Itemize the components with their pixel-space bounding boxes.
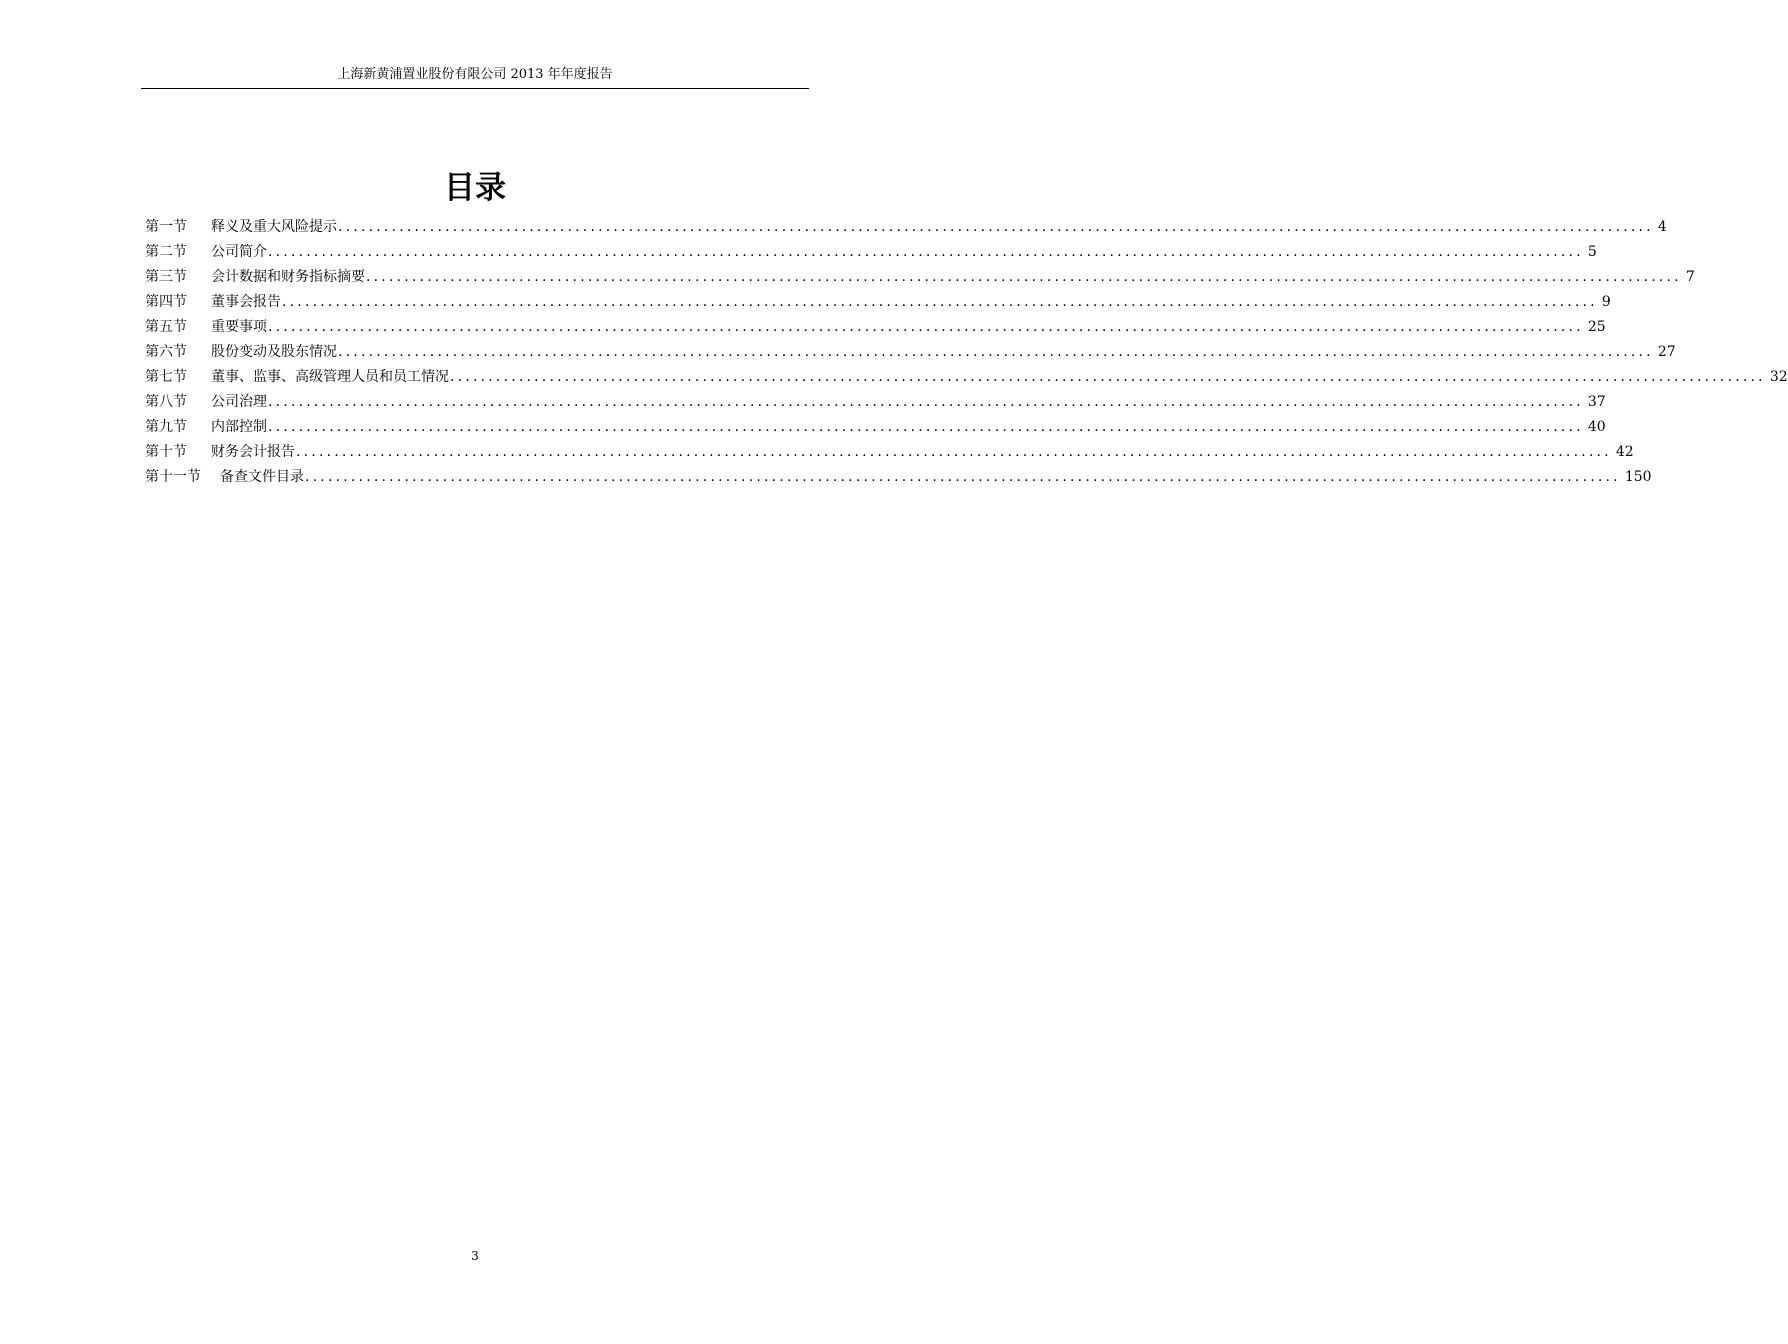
toc-entry[interactable]	[145, 365, 1788, 390]
toc-section-title: 董事会报告	[211, 294, 281, 310]
toc-entry[interactable]	[145, 265, 1695, 290]
toc-dot-leader: ............................................................................................................................................................................	[282, 294, 1598, 310]
toc-section-number: 第一节	[145, 219, 187, 235]
toc-section-number: 第七节	[145, 369, 187, 385]
toc-dot-leader: ............................................................................................................................................................................	[268, 419, 1584, 435]
toc-section-number: 第十节	[145, 444, 187, 460]
toc-entry[interactable]	[145, 415, 1606, 440]
toc-section-title: 财务会计报告	[211, 444, 295, 460]
toc-entry[interactable]	[145, 390, 1606, 415]
toc-dot-leader: ............................................................................................................................................................................	[268, 244, 1584, 260]
header-divider	[141, 88, 809, 89]
table-of-contents	[145, 215, 1788, 490]
toc-page-number: 150	[1624, 469, 1652, 485]
toc-dot-leader: ............................................................................................................................................................................	[268, 394, 1584, 410]
toc-section-title: 股份变动及股东情况	[211, 344, 337, 360]
toc-page-number: 27	[1657, 344, 1676, 360]
toc-entry[interactable]	[145, 315, 1606, 340]
toc-dot-leader: ............................................................................................................................................................................	[338, 344, 1654, 360]
toc-section-number: 第十一节	[145, 469, 201, 485]
toc-entry[interactable]	[145, 440, 1634, 465]
toc-section-number: 第八节	[145, 394, 187, 410]
toc-entry[interactable]	[145, 215, 1667, 240]
toc-entry[interactable]	[145, 340, 1676, 365]
toc-page-number: 32	[1769, 369, 1788, 385]
toc-section-title: 公司治理	[211, 394, 267, 410]
toc-section-number: 第四节	[145, 294, 187, 310]
toc-dot-leader: ............................................................................................................................................................................	[296, 444, 1612, 460]
toc-section-number: 第五节	[145, 319, 187, 335]
toc-section-title: 备查文件目录	[220, 469, 304, 485]
toc-dot-leader: ............................................................................................................................................................................	[268, 319, 1584, 335]
page-number: 3	[471, 1249, 479, 1263]
toc-section-number: 第九节	[145, 419, 187, 435]
toc-section-title: 公司简介	[211, 244, 267, 260]
toc-page-number: 42	[1615, 444, 1634, 460]
toc-page-number: 25	[1587, 319, 1606, 335]
toc-entry[interactable]	[145, 240, 1597, 265]
toc-page-number: 9	[1601, 294, 1611, 310]
toc-entry[interactable]	[145, 290, 1611, 315]
toc-section-title: 释义及重大风险提示	[211, 219, 337, 235]
toc-page-number: 4	[1657, 219, 1667, 235]
toc-dot-leader: ............................................................................................................................................................................	[366, 269, 1682, 285]
toc-section-title: 会计数据和财务指标摘要	[211, 269, 365, 285]
toc-page-number: 7	[1685, 269, 1695, 285]
toc-section-number: 第三节	[145, 269, 187, 285]
toc-page-number: 40	[1587, 419, 1606, 435]
toc-section-number: 第二节	[145, 244, 187, 260]
toc-page-number: 37	[1587, 394, 1606, 410]
toc-entry[interactable]	[145, 465, 1652, 490]
toc-title: 目录	[444, 170, 506, 206]
toc-section-title: 董事、监事、高级管理人员和员工情况	[211, 369, 449, 385]
toc-section-title: 重要事项	[211, 319, 267, 335]
toc-section-title: 内部控制	[211, 419, 267, 435]
toc-section-number: 第六节	[145, 344, 187, 360]
toc-dot-leader: ............................................................................................................................................................................	[305, 469, 1621, 485]
toc-dot-leader: ............................................................................................................................................................................	[338, 219, 1654, 235]
page-header: 上海新黄浦置业股份有限公司 2013 年年度报告	[337, 67, 613, 82]
toc-page-number: 5	[1587, 244, 1597, 260]
toc-dot-leader: ............................................................................................................................................................................	[450, 369, 1766, 385]
